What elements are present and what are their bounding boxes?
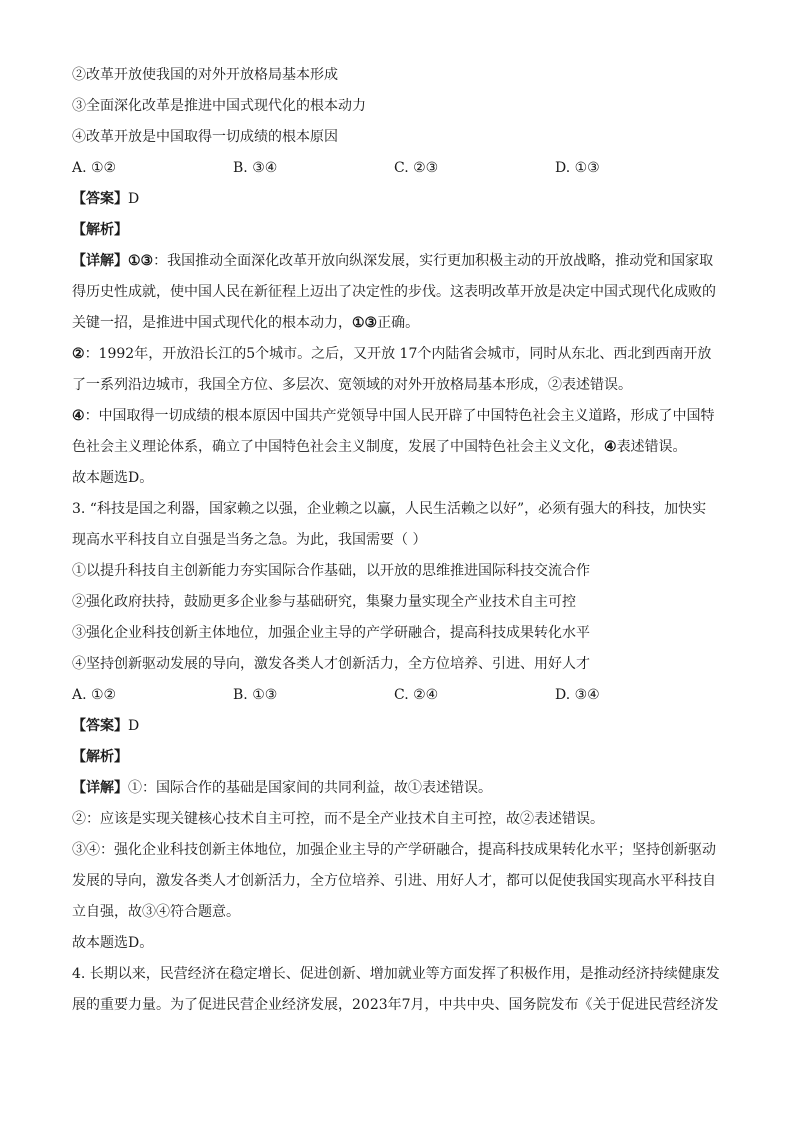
q3-detail-line-2: ②：应该是实现关键核心技术自主可控，而不是全产业技术自主可控，故②表述错误。 <box>72 811 604 827</box>
detail-text: ：中国取得一切成绩的根本原因中国共产党领导中国人民开辟了中国特色社会主义道路，形成了中国特 <box>84 408 715 424</box>
detail-error-suffix: 表述错误。 <box>616 439 687 455</box>
q3-answer <box>72 711 724 742</box>
q3-option-a: A. ①② <box>72 687 117 703</box>
q2-answer <box>72 184 724 215</box>
q2-option-a: A. ①② <box>72 160 117 176</box>
q2-option-c: C. ②③ <box>394 160 439 176</box>
detail-text: 得历史性成就，使中国人民在新征程上迈出了决定性的步伐。这表明改革开放是决定中国式现代化成败的 <box>72 284 716 300</box>
q2-analysis-heading <box>72 215 724 246</box>
answer-value: D <box>128 718 140 734</box>
detail-ref-4: ④ <box>72 408 85 424</box>
q2-detail-line-2 <box>72 277 724 308</box>
q2-detail-line-7 <box>72 432 724 463</box>
q3-conclusion: 故本题选D。 <box>72 935 154 951</box>
q2-detail-line-4 <box>72 339 724 370</box>
q3-detail-line-4: 发展的导向，激发各类人才创新活力，全方位培养、引进、用好人才，都可以促使我国实现高水平科技自 <box>72 873 716 889</box>
q3-detail-line-3: ③④：强化企业科技创新主体地位，加强企业主导的产学研融合，提高科技成果转化水平；坚持创新驱动 <box>72 842 716 858</box>
detail-ref-2: ② <box>72 346 85 362</box>
detail-error-ref: ④ <box>604 439 617 455</box>
detail-text: ①：国际合作的基础是国家间的共同利益，故①表述错误。 <box>128 780 492 796</box>
detail-correct-ref: ①③ <box>352 315 378 331</box>
q2-detail-line-5 <box>72 370 724 401</box>
q2-options <box>72 153 724 184</box>
answer-value: D <box>128 191 140 207</box>
detail-tag: 【详解】 <box>72 780 128 796</box>
q2-detail-line-6 <box>72 401 724 432</box>
answer-tag: 【答案】 <box>72 191 128 207</box>
q3-option-c: C. ②④ <box>394 687 439 703</box>
q3-detail-line-5: 立自强，故③④符合题意。 <box>72 904 240 920</box>
q3-stem-line-2: 现高水平科技自立自强是当务之急。为此，我国需要（ ） <box>72 532 427 548</box>
detail-text: ：1992年，开放沿长江的5个城市。之后，又开放 17个内陆省会城市，同时从东北、西北到西南开放 <box>84 346 712 362</box>
detail-ref-13: ①③ <box>128 253 154 269</box>
q3-statement-1: ①以提升科技自主创新能力夯实国际合作基础，以开放的思维推进国际科技交流合作 <box>72 563 590 579</box>
q2-detail-line-1 <box>72 246 724 277</box>
q3-statement-3: ③强化企业科技创新主体地位，加强企业主导的产学研融合，提高科技成果转化水平 <box>72 625 590 641</box>
q4-stem-line-2: 展的重要力量。为了促进民营企业经济发展，2023年7月，中共中央、国务院发布《关于促进民营经济发 <box>72 997 719 1013</box>
detail-tag: 【详解】 <box>72 253 128 269</box>
q2-statement-4: ④改革开放是中国取得一切成绩的根本原因 <box>72 129 338 145</box>
q2-option-d: D. ①③ <box>555 160 600 176</box>
q2-detail-line-3 <box>72 308 724 339</box>
detail-text: ：我国推动全面深化改革开放向纵深发展，实行更加积极主动的开放战略，推动党和国家取 <box>153 253 714 269</box>
detail-text: 关键一招，是推进中国式现代化的根本动力， <box>72 315 352 331</box>
detail-text: 色社会主义理论体系，确立了中国特色社会主义制度，发展了中国特色社会主义文化， <box>72 439 604 455</box>
q3-statement-4: ④坚持创新驱动发展的导向，激发各类人才创新活力，全方位培养、引进、用好人才 <box>72 656 590 672</box>
detail-text: 了一系列沿边城市，我国全方位、多层次、宽领域的对外开放格局基本形成，②表述错误。 <box>72 377 632 393</box>
q3-stem-line-1: 3. “科技是国之利器，国家赖之以强，企业赖之以赢，人民生活赖之以好”，必须有强大的科技，加快实 <box>72 501 707 517</box>
q3-detail-line-1 <box>72 773 724 804</box>
document-page <box>72 60 724 1021</box>
answer-tag: 【答案】 <box>72 718 128 734</box>
q2-option-b: B. ③④ <box>233 160 278 176</box>
q3-option-d: D. ③④ <box>555 687 600 703</box>
analysis-tag: 【解析】 <box>72 222 128 238</box>
analysis-tag: 【解析】 <box>72 749 128 765</box>
detail-correct-suffix: 正确。 <box>377 315 420 331</box>
q2-statement-3: ③全面深化改革是推进中国式现代化的根本动力 <box>72 98 366 114</box>
q4-stem-line-1: 4. 长期以来，民营经济在稳定增长、促进创新、增加就业等方面发挥了积极作用，是推动经济持续健康发 <box>72 966 720 982</box>
q3-analysis-heading <box>72 742 724 773</box>
q3-option-b: B. ①③ <box>233 687 278 703</box>
q3-options <box>72 680 724 711</box>
q2-conclusion: 故本题选D。 <box>72 470 154 486</box>
q3-statement-2: ②强化政府扶持，鼓励更多企业参与基础研究，集聚力量实现全产业技术自主可控 <box>72 594 576 610</box>
q2-statement-2: ②改革开放使我国的对外开放格局基本形成 <box>72 67 338 83</box>
